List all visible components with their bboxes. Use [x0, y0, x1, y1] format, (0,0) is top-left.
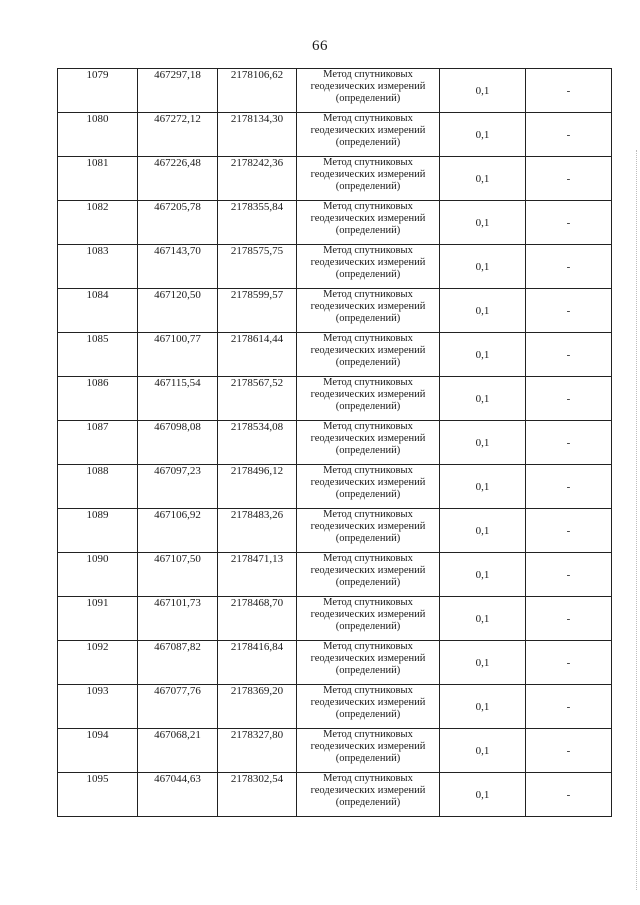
accuracy-cell: 0,1 [440, 201, 526, 245]
method-cell [297, 421, 440, 465]
method-cell [297, 685, 440, 729]
point-number-cell: 1081 [58, 157, 138, 201]
method-line: геодезических измерений [310, 345, 426, 356]
y-coordinate-cell: 2178369,20 [218, 685, 297, 729]
method-line: геодезических измерений [310, 169, 426, 180]
method-line: (определений) [335, 445, 401, 456]
x-coordinate-cell: 467097,23 [138, 465, 218, 509]
method-line: Метод спутниковых [323, 421, 413, 432]
method-line: геодезических измерений [310, 609, 426, 620]
method-line: Метод спутниковых [323, 685, 413, 696]
method-cell [297, 201, 440, 245]
note-cell: - [526, 553, 612, 597]
x-coordinate-cell: 467297,18 [138, 69, 218, 113]
method-line: (определений) [335, 269, 401, 280]
point-number-cell: 1082 [58, 201, 138, 245]
point-number-cell: 1087 [58, 421, 138, 465]
method-cell [297, 553, 440, 597]
note-cell: - [526, 289, 612, 333]
method-cell [297, 157, 440, 201]
note-cell: - [526, 69, 612, 113]
y-coordinate-cell: 2178242,36 [218, 157, 297, 201]
table-row [58, 333, 612, 377]
scan-margin-mark [635, 150, 637, 890]
method-line: геодезических измерений [310, 741, 426, 752]
accuracy-cell: 0,1 [440, 729, 526, 773]
x-coordinate-cell: 467205,78 [138, 201, 218, 245]
method-cell [297, 773, 440, 817]
method-line: (определений) [335, 137, 401, 148]
method-line: (определений) [335, 181, 401, 192]
method-line: геодезических измерений [310, 697, 426, 708]
point-number-cell: 1092 [58, 641, 138, 685]
method-line: Метод спутниковых [323, 113, 413, 124]
method-cell [297, 289, 440, 333]
method-line: (определений) [335, 93, 401, 104]
x-coordinate-cell: 467107,50 [138, 553, 218, 597]
page-number: 66 [312, 38, 328, 54]
note-cell: - [526, 421, 612, 465]
table-row [58, 289, 612, 333]
method-line: Метод спутниковых [323, 509, 413, 520]
table-body [58, 69, 612, 817]
method-line: геодезических измерений [310, 785, 426, 796]
table-row [58, 597, 612, 641]
point-number-cell: 1080 [58, 113, 138, 157]
y-coordinate-cell: 2178567,52 [218, 377, 297, 421]
point-number-cell: 1090 [58, 553, 138, 597]
method-line: (определений) [335, 533, 401, 544]
note-cell: - [526, 641, 612, 685]
y-coordinate-cell: 2178106,62 [218, 69, 297, 113]
x-coordinate-cell: 467077,76 [138, 685, 218, 729]
method-cell [297, 597, 440, 641]
method-cell [297, 641, 440, 685]
note-cell: - [526, 377, 612, 421]
accuracy-cell: 0,1 [440, 685, 526, 729]
method-line: (определений) [335, 665, 401, 676]
x-coordinate-cell: 467115,54 [138, 377, 218, 421]
table-row [58, 201, 612, 245]
method-line: геодезических измерений [310, 213, 426, 224]
method-line: геодезических измерений [310, 521, 426, 532]
method-line: (определений) [335, 401, 401, 412]
method-cell [297, 377, 440, 421]
table-row [58, 465, 612, 509]
note-cell: - [526, 509, 612, 553]
method-line: геодезических измерений [310, 301, 426, 312]
table-row [58, 157, 612, 201]
method-line: Метод спутниковых [323, 597, 413, 608]
point-number-cell: 1086 [58, 377, 138, 421]
note-cell: - [526, 157, 612, 201]
y-coordinate-cell: 2178496,12 [218, 465, 297, 509]
table-row [58, 729, 612, 773]
y-coordinate-cell: 2178355,84 [218, 201, 297, 245]
method-line: Метод спутниковых [323, 157, 413, 168]
table-row [58, 245, 612, 289]
method-line: геодезических измерений [310, 433, 426, 444]
table-row [58, 377, 612, 421]
coordinates-table [57, 68, 612, 817]
y-coordinate-cell: 2178468,70 [218, 597, 297, 641]
x-coordinate-cell: 467106,92 [138, 509, 218, 553]
table-row [58, 509, 612, 553]
accuracy-cell: 0,1 [440, 69, 526, 113]
y-coordinate-cell: 2178483,26 [218, 509, 297, 553]
accuracy-cell: 0,1 [440, 333, 526, 377]
method-line: геодезических измерений [310, 81, 426, 92]
x-coordinate-cell: 467044,63 [138, 773, 218, 817]
point-number-cell: 1089 [58, 509, 138, 553]
point-number-cell: 1093 [58, 685, 138, 729]
method-line: Метод спутниковых [323, 641, 413, 652]
method-cell [297, 333, 440, 377]
accuracy-cell: 0,1 [440, 377, 526, 421]
table-row [58, 641, 612, 685]
method-line: Метод спутниковых [323, 729, 413, 740]
x-coordinate-cell: 467101,73 [138, 597, 218, 641]
point-number-cell: 1094 [58, 729, 138, 773]
accuracy-cell: 0,1 [440, 157, 526, 201]
note-cell: - [526, 245, 612, 289]
y-coordinate-cell: 2178471,13 [218, 553, 297, 597]
accuracy-cell: 0,1 [440, 641, 526, 685]
table-row [58, 553, 612, 597]
note-cell: - [526, 685, 612, 729]
note-cell: - [526, 729, 612, 773]
y-coordinate-cell: 2178614,44 [218, 333, 297, 377]
note-cell: - [526, 113, 612, 157]
method-cell [297, 729, 440, 773]
method-line: (определений) [335, 621, 401, 632]
method-line: Метод спутниковых [323, 201, 413, 212]
point-number-cell: 1091 [58, 597, 138, 641]
method-line: Метод спутниковых [323, 245, 413, 256]
note-cell: - [526, 597, 612, 641]
x-coordinate-cell: 467100,77 [138, 333, 218, 377]
accuracy-cell: 0,1 [440, 773, 526, 817]
accuracy-cell: 0,1 [440, 289, 526, 333]
x-coordinate-cell: 467098,08 [138, 421, 218, 465]
y-coordinate-cell: 2178134,30 [218, 113, 297, 157]
y-coordinate-cell: 2178327,80 [218, 729, 297, 773]
point-number-cell: 1095 [58, 773, 138, 817]
note-cell: - [526, 333, 612, 377]
accuracy-cell: 0,1 [440, 245, 526, 289]
note-cell: - [526, 773, 612, 817]
method-line: (определений) [335, 797, 401, 808]
y-coordinate-cell: 2178416,84 [218, 641, 297, 685]
method-cell [297, 509, 440, 553]
method-line: геодезических измерений [310, 389, 426, 400]
method-cell [297, 465, 440, 509]
method-line: Метод спутниковых [323, 289, 413, 300]
method-line: геодезических измерений [310, 257, 426, 268]
method-line: (определений) [335, 225, 401, 236]
method-line: геодезических измерений [310, 477, 426, 488]
method-line: геодезических измерений [310, 565, 426, 576]
method-line: (определений) [335, 489, 401, 500]
y-coordinate-cell: 2178575,75 [218, 245, 297, 289]
table-row [58, 421, 612, 465]
method-line: Метод спутниковых [323, 553, 413, 564]
x-coordinate-cell: 467120,50 [138, 289, 218, 333]
point-number-cell: 1083 [58, 245, 138, 289]
method-cell [297, 245, 440, 289]
x-coordinate-cell: 467087,82 [138, 641, 218, 685]
point-number-cell: 1085 [58, 333, 138, 377]
method-line: (определений) [335, 753, 401, 764]
method-line: (определений) [335, 709, 401, 720]
accuracy-cell: 0,1 [440, 465, 526, 509]
accuracy-cell: 0,1 [440, 421, 526, 465]
y-coordinate-cell: 2178302,54 [218, 773, 297, 817]
point-number-cell: 1079 [58, 69, 138, 113]
table-row [58, 113, 612, 157]
method-line: (определений) [335, 577, 401, 588]
x-coordinate-cell: 467143,70 [138, 245, 218, 289]
method-line: Метод спутниковых [323, 69, 413, 80]
x-coordinate-cell: 467272,12 [138, 113, 218, 157]
method-line: Метод спутниковых [323, 465, 413, 476]
method-cell [297, 69, 440, 113]
accuracy-cell: 0,1 [440, 509, 526, 553]
table-row [58, 685, 612, 729]
x-coordinate-cell: 467226,48 [138, 157, 218, 201]
point-number-cell: 1084 [58, 289, 138, 333]
method-line: Метод спутниковых [323, 333, 413, 344]
method-line: геодезических измерений [310, 125, 426, 136]
method-line: (определений) [335, 357, 401, 368]
y-coordinate-cell: 2178534,08 [218, 421, 297, 465]
method-line: геодезических измерений [310, 653, 426, 664]
method-line: Метод спутниковых [323, 773, 413, 784]
method-line: Метод спутниковых [323, 377, 413, 388]
point-number-cell: 1088 [58, 465, 138, 509]
accuracy-cell: 0,1 [440, 113, 526, 157]
accuracy-cell: 0,1 [440, 597, 526, 641]
y-coordinate-cell: 2178599,57 [218, 289, 297, 333]
table-row [58, 69, 612, 113]
note-cell: - [526, 201, 612, 245]
table-row [58, 773, 612, 817]
method-line: (определений) [335, 313, 401, 324]
method-cell [297, 113, 440, 157]
accuracy-cell: 0,1 [440, 553, 526, 597]
x-coordinate-cell: 467068,21 [138, 729, 218, 773]
note-cell: - [526, 465, 612, 509]
